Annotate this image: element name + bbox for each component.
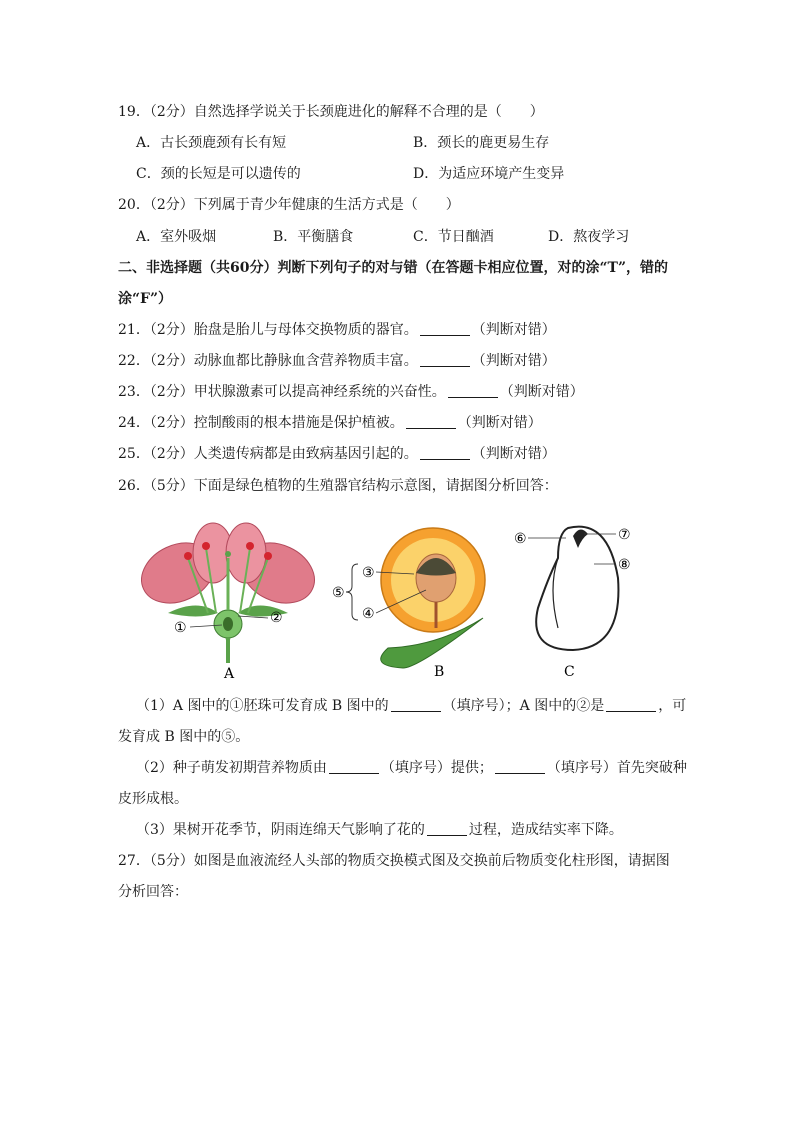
- section2-heading-line1: 二、非选择题（共60分）判断下列句子的对与错（在答题卡相应位置，对的涂“T”，错的: [118, 260, 669, 276]
- q23-answer-blank[interactable]: [448, 383, 498, 398]
- q24-suffix: （判断对错）: [457, 415, 542, 431]
- label-7: ⑦: [618, 527, 631, 543]
- q26-sub1-line1: [136, 696, 686, 716]
- figure-c-caption: C: [564, 664, 575, 680]
- figure-svg: [118, 518, 678, 688]
- q24: [118, 413, 542, 433]
- seed-illustration: [528, 527, 618, 650]
- label-1: ①: [174, 620, 187, 636]
- q26-stem: 26．（5分）下面是绿色植物的生殖器官结构示意图，请据图分析回答：: [118, 478, 558, 494]
- label-5: ⑤: [332, 585, 345, 601]
- q22-suffix: （判断对错）: [471, 353, 556, 369]
- q22: [118, 351, 556, 371]
- q19-stem: 19．（2分）自然选择学说关于长颈鹿进化的解释不合理的是（ ）: [118, 104, 544, 120]
- q26-sub1-blank-1[interactable]: [391, 697, 441, 712]
- q27-stem-line2: 分析回答：: [118, 884, 188, 900]
- q21-suffix: （判断对错）: [471, 322, 556, 338]
- q26-sub1-line2: 发育成 B 图中的⑤。: [118, 729, 250, 745]
- q22-text: 22．（2分）动脉血都比静脉血含营养物质丰富。: [118, 353, 418, 369]
- label-3: ③: [362, 565, 375, 581]
- q26-sub1-blank-2[interactable]: [606, 697, 656, 712]
- q26-sub2-text-a: （2）种子萌发初期营养物质由: [136, 760, 327, 776]
- q27-stem-line1: 27．（5分）如图是血液流经人头部的物质交换模式图及交换前后物质变化柱形图，请据图: [118, 853, 670, 869]
- q26-sub2-line2: 皮形成根。: [118, 791, 188, 807]
- label-4: ④: [362, 606, 375, 622]
- label-6: ⑥: [514, 531, 527, 547]
- q21-answer-blank[interactable]: [420, 321, 470, 336]
- q25-answer-blank[interactable]: [420, 445, 470, 460]
- q23-suffix: （判断对错）: [499, 384, 584, 400]
- figure-b-caption: B: [434, 664, 445, 680]
- q20-option-a: A．室外吸烟: [136, 229, 217, 245]
- q26-sub1-text-b: （填序号）；A 图中的②是: [442, 698, 605, 714]
- q20-option-d: D．熬夜学习: [548, 229, 630, 245]
- q26-sub2-text-b: （填序号）提供；: [380, 760, 493, 776]
- q19-option-a: A．古长颈鹿颈有长有短: [136, 135, 287, 151]
- q26-sub3: [136, 820, 623, 840]
- q26-sub2-text-c: （填序号）首先突破种: [546, 760, 687, 776]
- section2-heading-line2: 涂“F”）: [118, 291, 173, 307]
- q26-sub2-line1: [136, 758, 687, 778]
- q24-text: 24．（2分）控制酸雨的根本措施是保护植被。: [118, 415, 404, 431]
- q21: [118, 320, 556, 340]
- q20-option-c: C．节日酗酒: [413, 229, 494, 245]
- q21-text: 21．（2分）胎盘是胎儿与母体交换物质的器官。: [118, 322, 418, 338]
- flower-illustration: [132, 523, 325, 663]
- q26-sub2-blank-2[interactable]: [495, 759, 545, 774]
- q22-answer-blank[interactable]: [420, 352, 470, 367]
- q19-option-c: C．颈的长短是可以遗传的: [136, 166, 301, 182]
- peach-illustration: [346, 528, 485, 668]
- q25-suffix: （判断对错）: [471, 446, 556, 462]
- q20-stem: 20．（2分）下列属于青少年健康的生活方式是（ ）: [118, 197, 460, 213]
- q25-text: 25．（2分）人类遗传病都是由致病基因引起的。: [118, 446, 418, 462]
- q20-option-b: B．平衡膳食: [273, 229, 354, 245]
- q26-sub1-text-a: （1）A 图中的①胚珠可发育成 B 图中的: [136, 698, 389, 714]
- plant-reproduction-figure: [118, 518, 678, 688]
- q26-sub1-text-c: ，可: [658, 698, 687, 714]
- q26-sub3-text-b: 过程，造成结实率下降。: [468, 822, 623, 838]
- label-2: ②: [270, 610, 283, 626]
- q26-sub3-blank[interactable]: [427, 821, 467, 836]
- q24-answer-blank[interactable]: [406, 414, 456, 429]
- label-8: ⑧: [618, 557, 631, 573]
- q19-option-b: B．颈长的鹿更易生存: [413, 135, 550, 151]
- q26-sub2-blank-1[interactable]: [329, 759, 379, 774]
- q26-sub3-text-a: （3）果树开花季节，阴雨连绵天气影响了花的: [136, 822, 425, 838]
- q25: [118, 444, 556, 464]
- q23-text: 23．（2分）甲状腺激素可以提高神经系统的兴奋性。: [118, 384, 446, 400]
- q19-option-d: D．为适应环境产生变异: [413, 166, 565, 182]
- figure-a-caption: A: [224, 666, 235, 682]
- q23: [118, 382, 584, 402]
